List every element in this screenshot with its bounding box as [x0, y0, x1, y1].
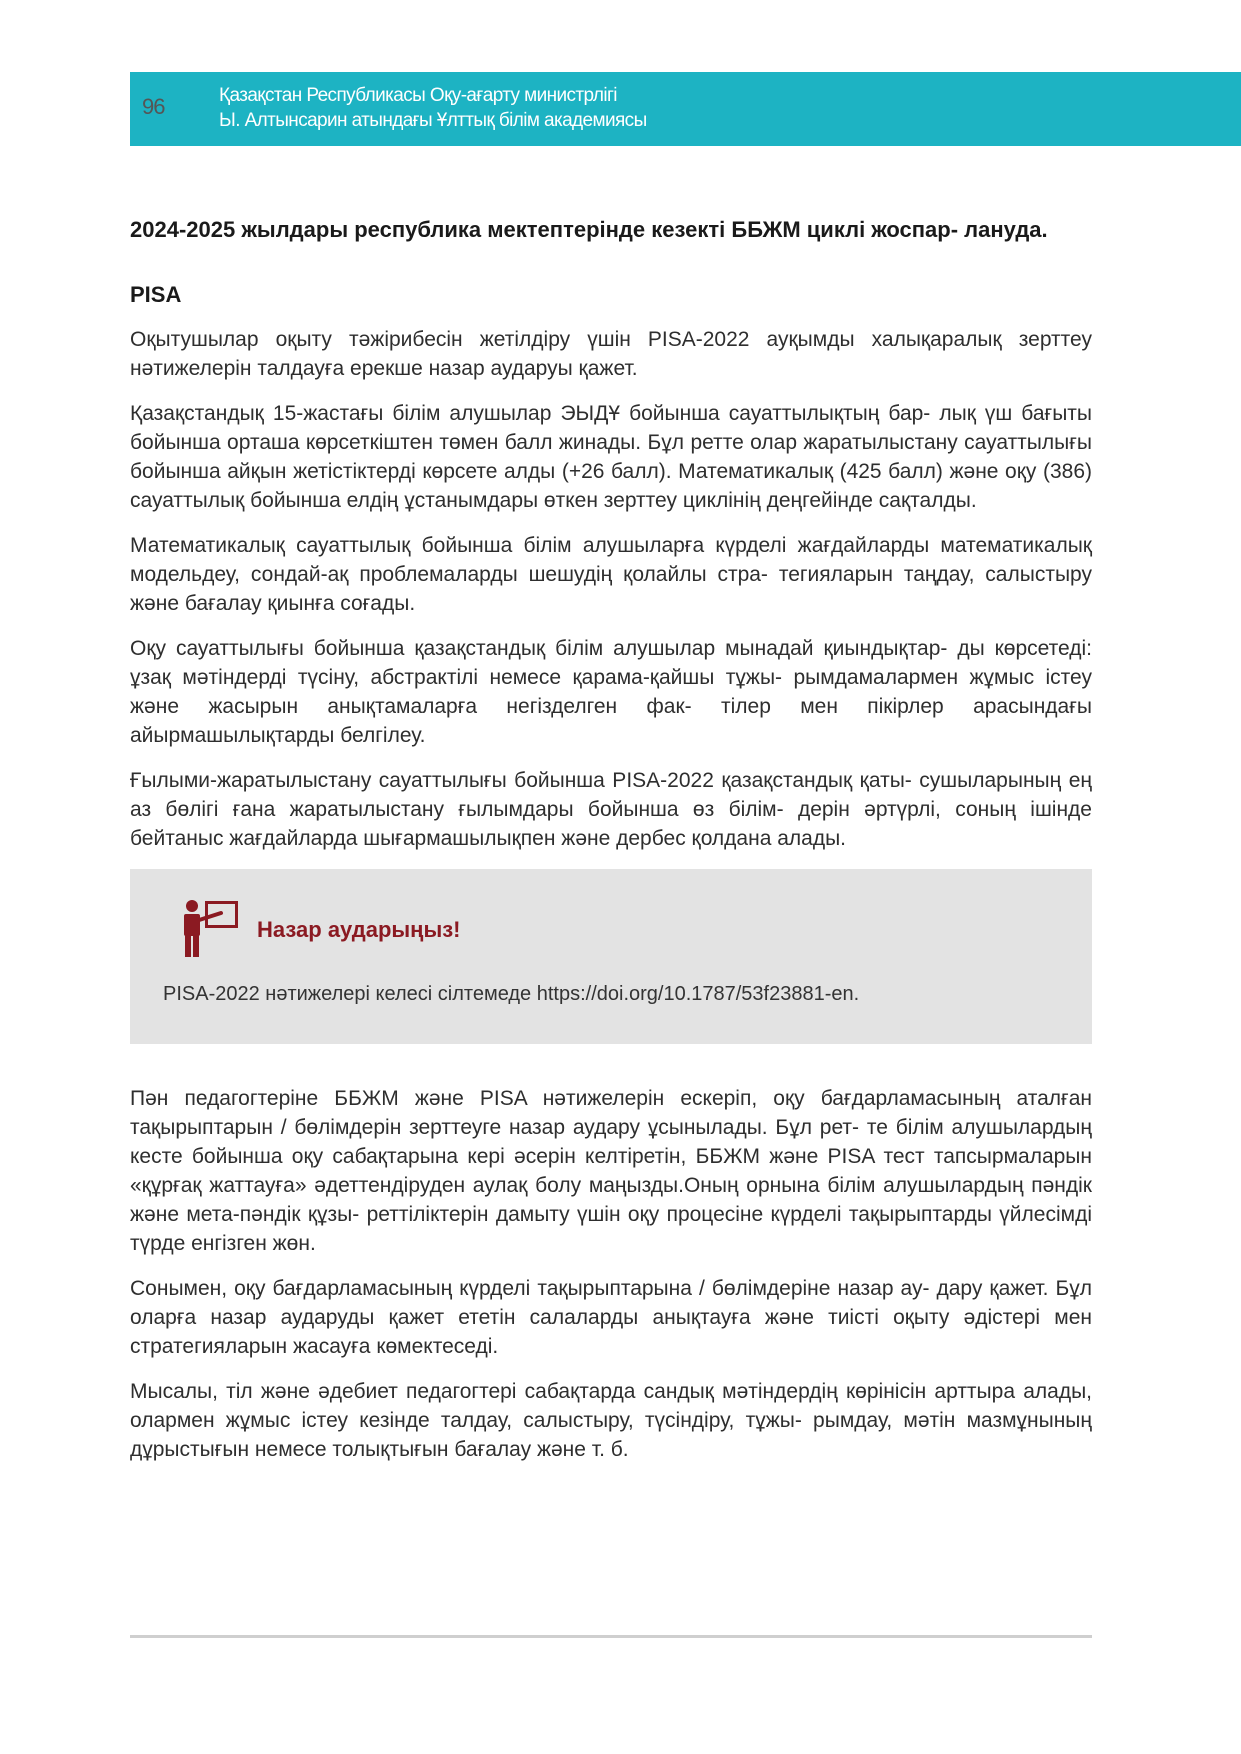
paragraph: Математикалық сауаттылық бойынша білім алушыларға күрделі жағдайларды математикалық модельдеу, сондай-ақ проблемаларды шешудің қолайлы стра- тегияларын таңдау, салыстыру және бағалау қиынға соғады.	[130, 534, 1092, 615]
paragraph: Ғылыми-жаратылыстану сауаттылығы бойынша PISA-2022 қазақстандық қаты- сушыларының ең аз бөлігі ғана жаратылыстану ғылымдары бойынша өз білім- дерін әртүрлі, соның ішінде бейтаныс жағдайларда шығармашылықпен және дербес қолдана алады.	[130, 769, 1092, 850]
section-title-pisa: PISA	[130, 282, 182, 307]
paragraph: Мысалы, тіл және әдебиет педагогтері сабақтарда сандық мәтіндердің көрінісін арттыра алады, олармен жұмыс істеу кезінде талдау, салыстыру, түсіндіру, тұжы- рымдау, мәтін мазмұнының дұрыстығын немесе толықтығын бағалау және т. б.	[130, 1380, 1092, 1461]
header-band	[0, 72, 1241, 146]
attention-title: Назар аударыңыз!	[257, 917, 461, 942]
teacher-board-icon	[178, 899, 238, 957]
paragraph: Оқытушылар оқыту тәжірибесін жетілдіру үшін PISA-2022 ауқымды халықаралық зерттеу нәтижелерін талдауға ерекше назар аударуы қажет.	[130, 328, 1092, 380]
org-line-academy: Ы. Алтынсарин атындағы Ұлттық білім академиясы	[219, 110, 647, 131]
paragraph: Оқу сауаттылығы бойынша қазақстандық білім алушылар мынадай қиындықтар- ды көрсетеді: ұзақ мәтіндерді түсіну, абстрактілі немесе қарама-қайшы тұжы- рымдамалармен жұмыс істеу және жасырын анықтамаларға негізделген фак- тілер мен пікірлер арасындағы айырмашылықтарды белгілеу.	[130, 637, 1092, 747]
paragraph: Пән педагогтеріне ББЖМ және PISA нәтижелерін ескеріп, оқу бағдарламасының аталған тақырыптарын / бөлімдерін зерттеуге назар аудару ұсынылады. Бұл рет- те білім алушылардың кесте бойынша оқу сабақтарына кері әсерін келтіретін, ББЖМ және PISA тест тапсырмаларын «құрғақ жаттауға» әдеттендіруден аулақ болу маңызды.Оның орнына білім алушылардың пәндік және мета-пәндік құзы- реттіліктерін дамыту үшін оқу процесіне күрделі тақырыптарды үйлесімді түрде енгізген жөн.	[130, 1087, 1092, 1255]
attention-text: PISA-2022 нәтижелері келесі сілтемеде https://doi.org/10.1787/53f23881-en.	[163, 983, 860, 1005]
org-line-ministry: Қазақстан Республикасы Оқу-ағарту министрлігі	[219, 85, 617, 106]
page-number: 96	[142, 94, 165, 119]
attention-note-box	[130, 869, 1092, 1044]
main-content	[130, 215, 1092, 1480]
footer-rule	[130, 1635, 1092, 1638]
page-heading: 2024-2025 жылдары республика мектептерінде кезекті ББЖМ циклі жоспар- лануда.	[130, 217, 1048, 242]
page-number-box	[0, 72, 130, 146]
paragraph: Қазақстандық 15-жастағы білім алушылар ЭЫДҰ бойынша сауаттылықтың бар- лық үш бағыты бойынша орташа көрсеткіштен төмен балл жинады. Бұл ретте олар жаратылыстану сауаттылығы бойынша айқын жетістіктерді көрсете алды (+26 балл). Математикалық (425 балл) және оқу (386) сауаттылық бойынша елдің ұстанымдары өткен зерттеу циклінің деңгейінде сақталды.	[130, 402, 1092, 512]
paragraph: Сонымен, оқу бағдарламасының күрделі тақырыптарына / бөлімдеріне назар ау- дару қажет. Бұл оларға назар аударуды қажет ететін салаларды анықтауға және тиісті оқыту әдістері мен стратегияларын жасауға көмектеседі.	[130, 1277, 1092, 1358]
